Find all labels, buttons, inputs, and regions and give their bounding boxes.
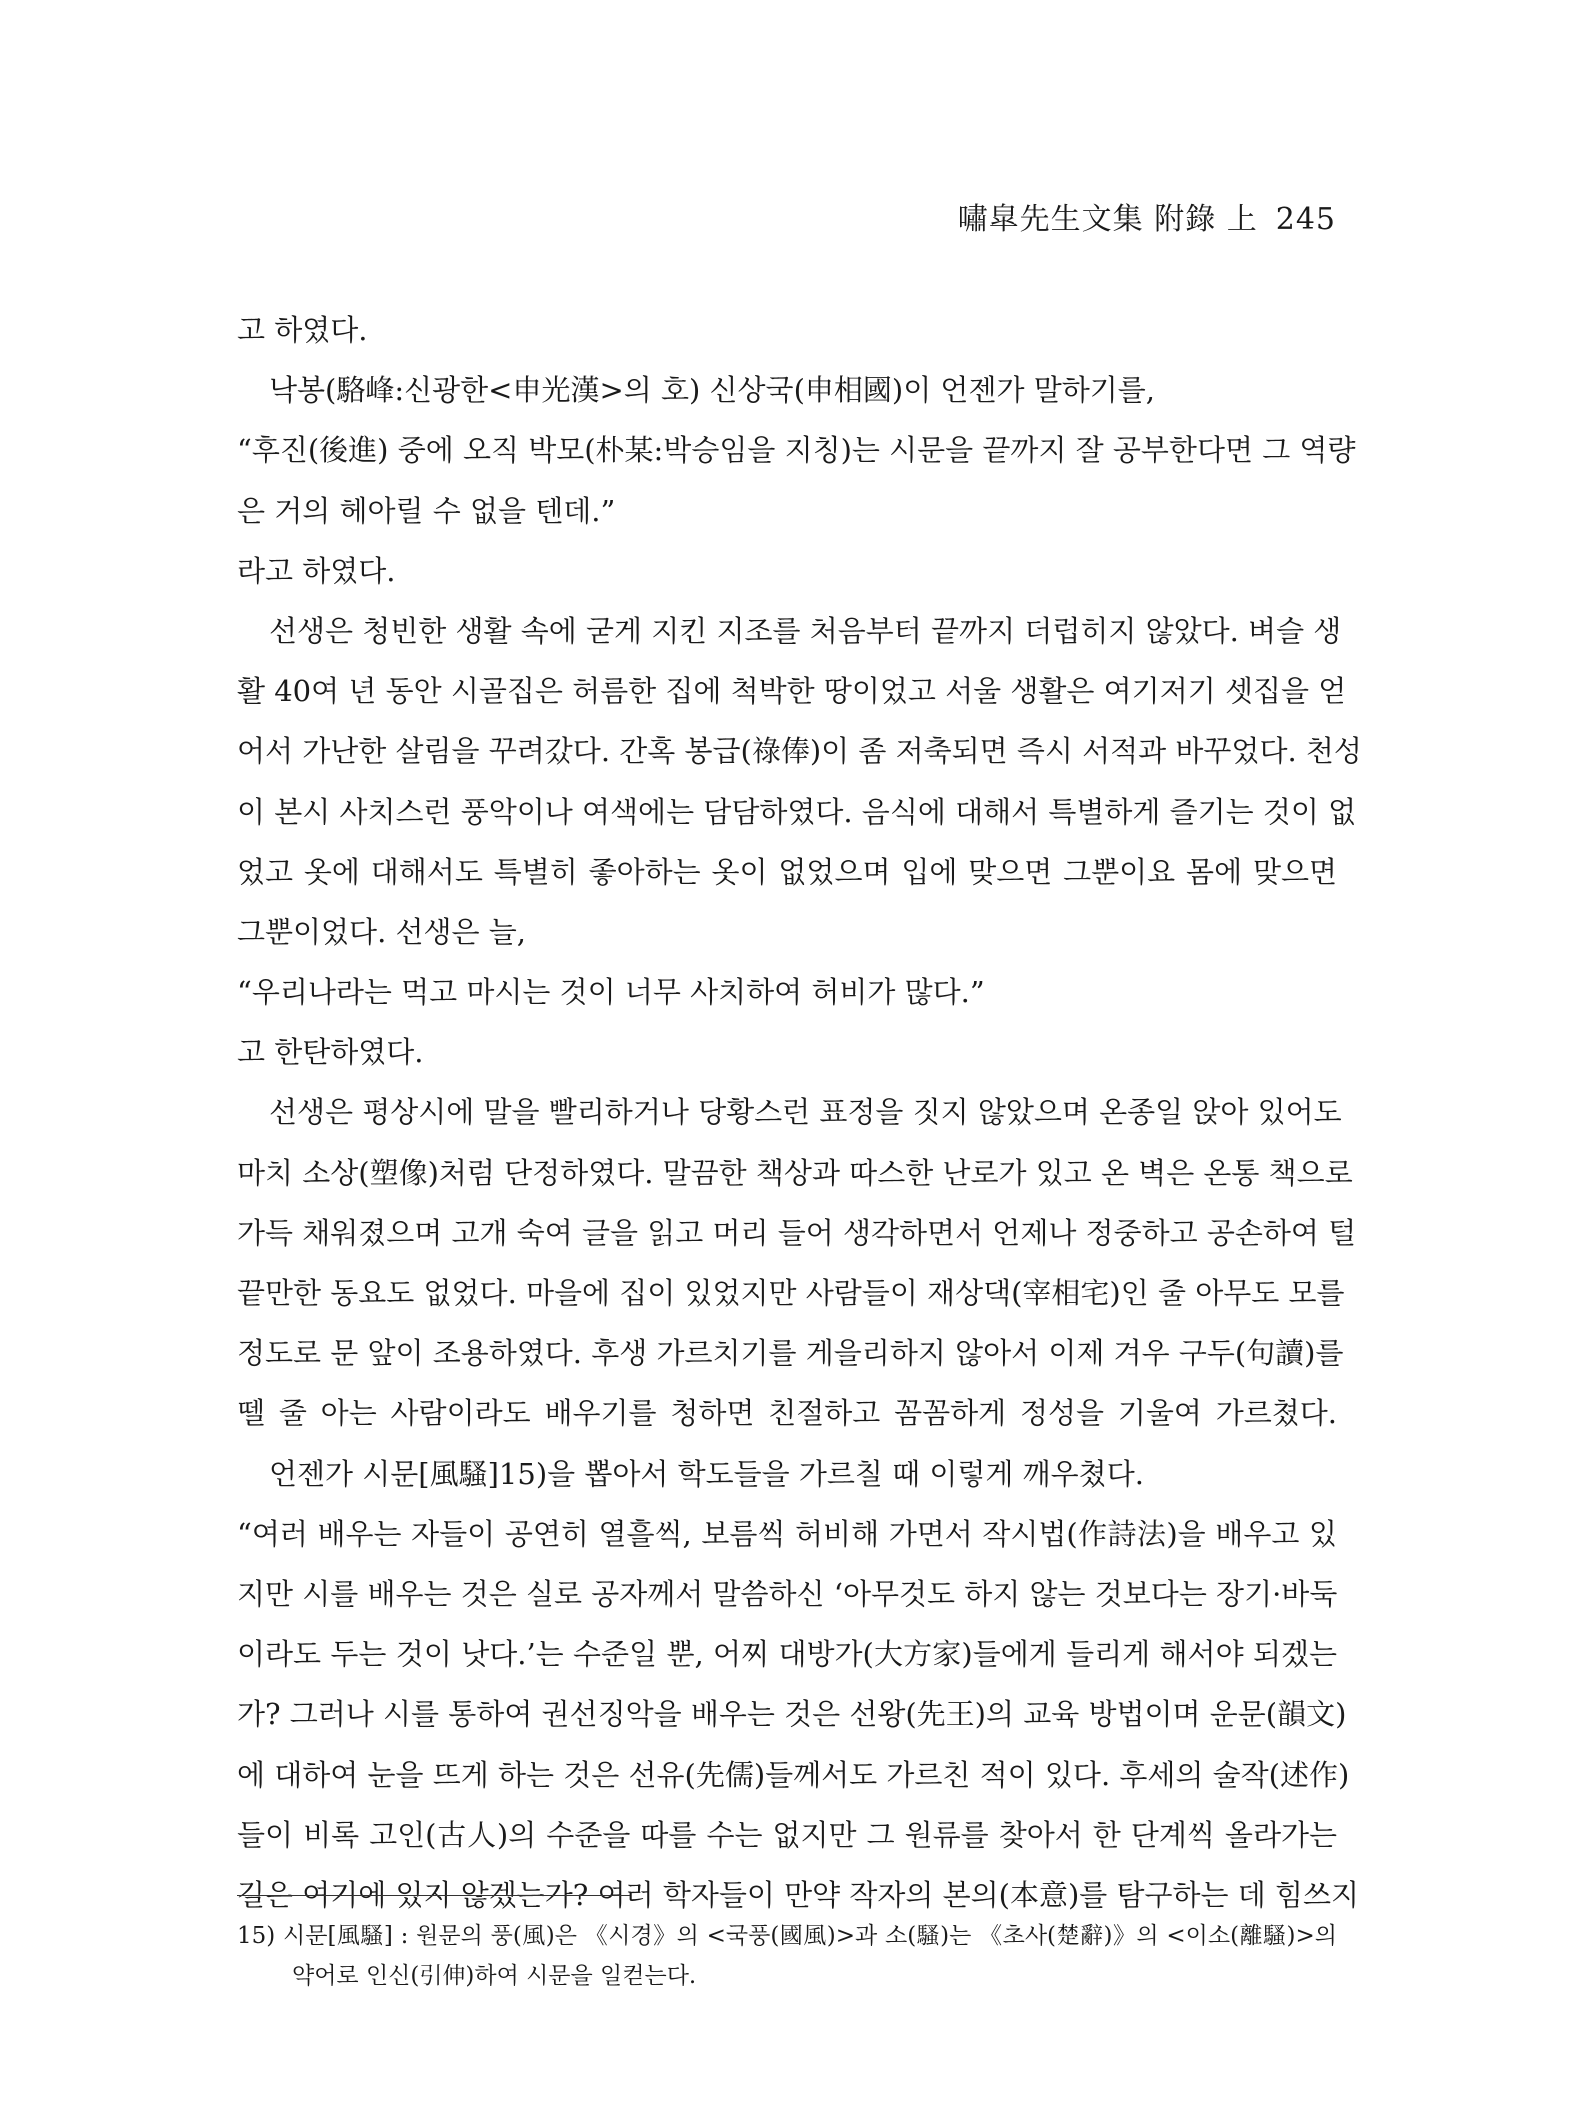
text-line: 은 거의 헤아릴 수 없을 텐데.” xyxy=(237,493,616,528)
running-header xyxy=(958,194,1336,238)
footnotes xyxy=(237,1916,1337,1996)
text-line: 이라도 두는 것이 낫다.’는 수준일 뿐, 어찌 대방가(大方家)들에게 들리게 해서야 되겠는 xyxy=(237,1637,1337,1672)
book-title: 嘯皐先生文集 附錄 上 xyxy=(957,202,1258,237)
text-line: 지만 시를 배우는 것은 실로 공자께서 말씀하신 ‘아무것도 하지 않는 것보다는 장기·바둑 xyxy=(237,1576,1338,1611)
text-line: 고 하였다. xyxy=(237,313,368,347)
text-line: 어서 가난한 살림을 꾸려갔다. 간혹 봉급(祿俸)이 좀 저축되면 즉시 서적과 바꾸었다. 천성 xyxy=(237,734,1362,769)
text-line: 뗄 줄 아는 사람이라도 배우기를 청하면 친절하고 꼼꼼하게 정성을 기울여 가르쳤다. xyxy=(237,1396,1337,1431)
text-line: “여러 배우는 자들이 공연히 열흘씩, 보름씩 허비해 가면서 작시법(作詩法)을 배우고 있 xyxy=(237,1516,1337,1551)
text-line: “우리나라는 먹고 마시는 것이 너무 사치하여 허비가 많다.” xyxy=(237,975,985,1010)
text-line: 에 대하여 눈을 뜨게 하는 것은 선유(先儒)들께서도 가르친 적이 있다. 후세의 술작(述作) xyxy=(237,1757,1350,1792)
text-line: 선생은 청빈한 생활 속에 굳게 지킨 지조를 처음부터 끝까지 더럽히지 않았다. 벼슬 생 xyxy=(269,613,1342,648)
text-line: 그뿐이었다. 선생은 늘, xyxy=(237,914,526,949)
text-line: 마치 소상(塑像)처럼 단정하였다. 말끔한 책상과 따스한 난로가 있고 온 벽은 온통 책으로 xyxy=(237,1155,1353,1190)
text-line: 고 한탄하였다. xyxy=(237,1035,424,1070)
text-line: 낙봉(駱峰:신광한<申光漢>의 호) 신상국(申相國)이 언젠가 말하기를, xyxy=(269,373,1155,408)
text-line: 었고 옷에 대해서도 특별히 좋아하는 옷이 없었으며 입에 맞으면 그뿐이요 몸에 맞으면 xyxy=(237,854,1337,889)
text-line: 라고 하였다. xyxy=(237,553,396,588)
body-text xyxy=(237,300,1362,1925)
text-line: 이 본시 사치스런 풍악이나 여색에는 담담하였다. 음식에 대해서 특별하게 즐기는 것이 없 xyxy=(237,794,1357,829)
footnote-divider xyxy=(237,1895,630,1896)
text-line: 정도로 문 앞이 조용하였다. 후생 가르치기를 게을리하지 않아서 이제 겨우 구두(句讀)를 xyxy=(237,1336,1344,1371)
page-number: 245 xyxy=(1275,202,1336,237)
text-line: 들이 비록 고인(古人)의 수준을 따를 수는 없지만 그 원류를 찾아서 한 단계씩 올라가는 xyxy=(237,1817,1337,1852)
text-line: 선생은 평상시에 말을 빨리하거나 당황스런 표정을 짓지 않았으며 온종일 앉아 있어도 xyxy=(269,1095,1342,1130)
text-line: 언젠가 시문[風騷]15)을 뽑아서 학도들을 가르칠 때 이렇게 깨우쳤다. xyxy=(269,1456,1144,1491)
text-line: 가? 그러나 시를 통하여 권선징악을 배우는 것은 선왕(先王)의 교육 방법이며 운문(韻文) xyxy=(237,1697,1347,1732)
text-line: 가득 채워졌으며 고개 숙여 글을 읽고 머리 들어 생각하면서 언제나 정중하고 공손하여 털 xyxy=(237,1215,1357,1250)
footnote-line: 약어로 인신(引伸)하여 시문을 일컫는다. xyxy=(292,1963,697,1989)
text-line: “후진(後進) 중에 오직 박모(朴某:박승임을 지칭)는 시문을 끝까지 잘 공부한다면 그 역량 xyxy=(237,433,1356,468)
text-line: 끝만한 동요도 없었다. 마을에 집이 있었지만 사람들이 재상댁(宰相宅)인 줄 아무도 모를 xyxy=(237,1276,1345,1310)
text-line: 활 40여 년 동안 시골집은 허름한 집에 척박한 땅이었고 서울 생활은 여기저기 셋집을 얻 xyxy=(237,674,1347,709)
footnote-line: 15) 시문[風騷] : 원문의 풍(風)은 《시경》의 <국풍(國風)>과 소(騷)는 《초사(楚辭)》의 <이소(離騷)>의 xyxy=(237,1923,1337,1949)
text-line: 길은 여기에 있지 않겠는가? 여러 학자들이 만약 작자의 본의(本意)를 탐구하는 데 힘쓰지 xyxy=(237,1877,1360,1912)
